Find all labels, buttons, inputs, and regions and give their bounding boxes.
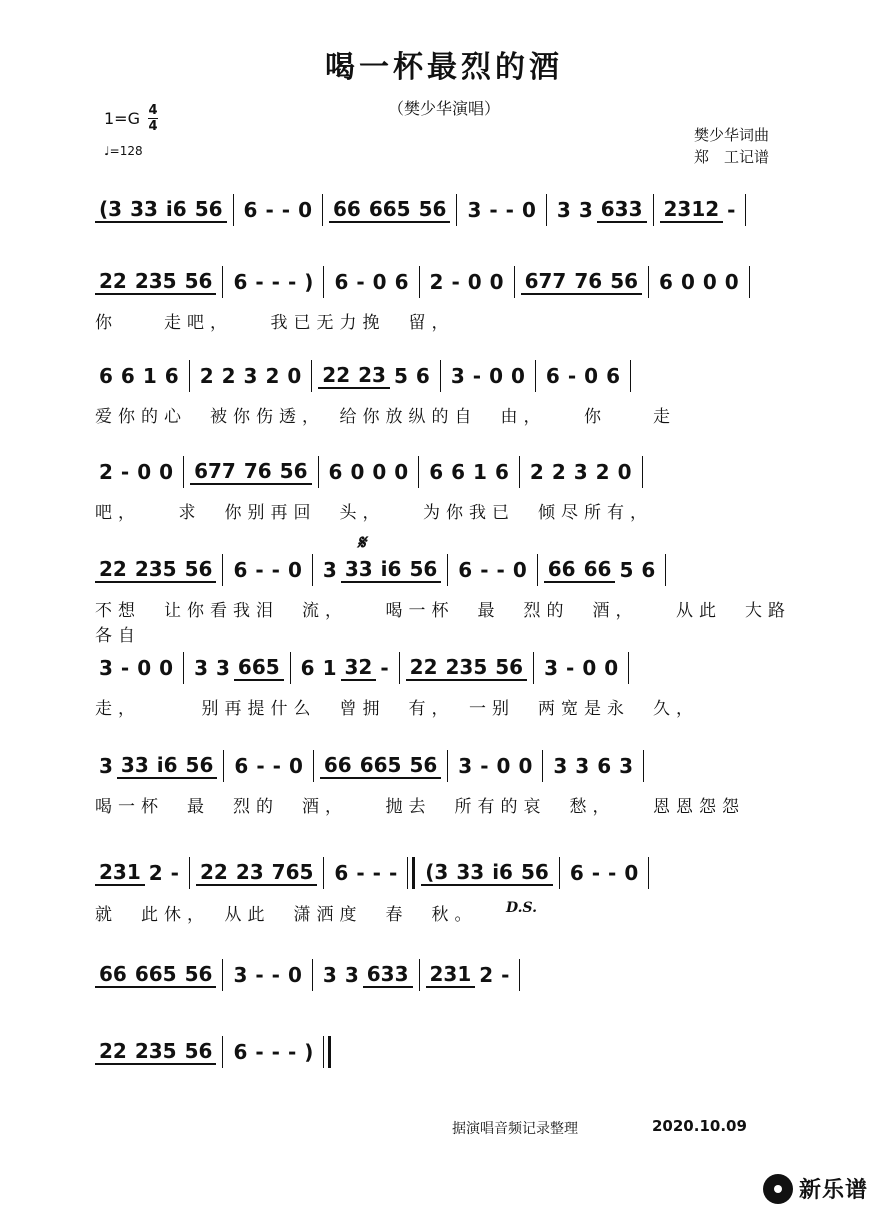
barline xyxy=(189,857,190,889)
note-group: 3 xyxy=(243,364,258,388)
note-group: 0 xyxy=(604,656,619,680)
note-group: 3 xyxy=(556,198,571,222)
note-group: - xyxy=(255,963,264,987)
note-group: 6 xyxy=(234,754,249,778)
note-group: - xyxy=(380,656,389,680)
note-group: 0 xyxy=(518,754,533,778)
note-group: 3 xyxy=(450,364,465,388)
note-group: 5 xyxy=(619,558,634,582)
lyric-line: 吧， 求 你别再回 头， 为你我已 倾尽所有， xyxy=(95,503,653,523)
barline xyxy=(546,194,547,226)
note-group: 6 xyxy=(569,861,584,885)
transcription-note: 据演唱音频记录整理 xyxy=(452,1121,578,1137)
note-group: 6 xyxy=(545,364,560,388)
note-group: - xyxy=(496,558,505,582)
barline xyxy=(183,652,184,684)
lyric-line: 爱你的心 被你伤透， 给你放纵的自 由， 你 走 xyxy=(95,407,676,427)
note-group: 56 xyxy=(517,860,553,886)
barline xyxy=(222,959,223,991)
note-group: 56 xyxy=(181,557,217,583)
note-group: (3 xyxy=(421,860,452,886)
note-group: 66 xyxy=(329,197,365,223)
note-group: 235 xyxy=(442,655,492,681)
note-group: 22 xyxy=(406,655,442,681)
note-group: - xyxy=(501,963,510,987)
note-group: 3 xyxy=(194,656,208,680)
record-icon xyxy=(763,1174,793,1204)
note-group: 0 xyxy=(467,270,482,294)
note-group: 2 xyxy=(529,460,544,484)
note-group: 6 xyxy=(233,1040,248,1064)
note-group: - xyxy=(727,198,736,222)
note-group: 2 xyxy=(479,963,494,987)
note-group: - xyxy=(480,558,489,582)
note-group: i6 xyxy=(153,753,182,779)
barline xyxy=(323,857,324,889)
note-group: 6 xyxy=(233,558,248,582)
note-group: i6 xyxy=(488,860,517,886)
note-group: - xyxy=(120,460,130,484)
note-group: - xyxy=(608,861,617,885)
note-group: 0 xyxy=(394,460,409,484)
note-group: - xyxy=(120,656,130,680)
note-group: 66 xyxy=(320,753,356,779)
note-group: 56 xyxy=(405,753,441,779)
note-group: 0 xyxy=(624,861,639,885)
note-group: 0 xyxy=(137,460,152,484)
note-group: - xyxy=(271,1040,280,1064)
tempo-mark: ♩=128 xyxy=(104,144,143,158)
note-group: 56 xyxy=(181,1039,217,1065)
note-group: - xyxy=(472,364,482,388)
note-group: 0 xyxy=(287,963,302,987)
note-group: ) xyxy=(304,270,314,294)
note-group: 1 xyxy=(142,364,157,388)
barline xyxy=(642,456,643,488)
barline xyxy=(312,959,313,991)
note-group: 6 xyxy=(394,270,409,294)
barline xyxy=(419,959,420,991)
note-group: - xyxy=(591,861,601,885)
note-group: (3 xyxy=(95,197,126,223)
note-group: 56 xyxy=(181,962,217,988)
note-group: 6 xyxy=(641,558,656,582)
barline xyxy=(533,652,534,684)
note-group: 0 xyxy=(372,270,387,294)
lyric-line: 就 此休， 从此 潇洒度 春 秋。 xyxy=(95,905,478,925)
note-group: 3 xyxy=(458,754,473,778)
barline xyxy=(749,266,750,298)
note-group: 6 xyxy=(99,364,113,388)
note-group: 23 xyxy=(232,860,268,886)
ds-mark: D.S. xyxy=(506,900,538,916)
note-group: 56 xyxy=(491,655,527,681)
note-group: 76 xyxy=(570,269,606,295)
note-group: 0 xyxy=(521,198,536,222)
score-row xyxy=(95,959,801,991)
barline xyxy=(648,857,649,889)
note-group: 3 xyxy=(619,754,634,778)
note-group: 3 xyxy=(467,198,482,222)
note-group: 6 xyxy=(429,460,444,484)
barline xyxy=(447,750,448,782)
barline xyxy=(311,360,312,392)
note-group: 22 xyxy=(95,269,131,295)
note-group: 5 xyxy=(393,364,408,388)
note-group: 665 xyxy=(365,197,415,223)
note-group: 2 xyxy=(265,364,280,388)
note-group: 3 xyxy=(233,963,248,987)
score-row xyxy=(95,652,801,684)
note-group: 0 xyxy=(137,656,152,680)
barline xyxy=(290,652,291,684)
note-group: 56 xyxy=(191,197,227,223)
note-group: 3 xyxy=(575,754,590,778)
note-group: 0 xyxy=(159,656,174,680)
note-group: 6 xyxy=(458,558,473,582)
barline xyxy=(183,456,184,488)
note-group: - xyxy=(566,656,575,680)
note-group: i6 xyxy=(377,557,406,583)
note-group: 2 xyxy=(199,364,214,388)
note-group: 6 xyxy=(415,364,430,388)
note-group: 0 xyxy=(496,754,511,778)
note-group: 22 xyxy=(95,1039,131,1065)
note-group: - xyxy=(489,198,498,222)
score-row xyxy=(95,456,801,488)
barline xyxy=(665,554,666,586)
note-group: - xyxy=(287,1040,297,1064)
score-row xyxy=(95,360,801,392)
logo-text: 新乐谱 xyxy=(799,1178,869,1203)
lyricist: 樊少华词曲 xyxy=(694,126,770,144)
note-group: 2 xyxy=(595,460,610,484)
note-group: 6 xyxy=(606,364,620,388)
credits xyxy=(694,124,769,168)
note-group: - xyxy=(451,270,460,294)
note-group: 677 xyxy=(190,459,240,485)
note-group: 33 xyxy=(341,557,377,583)
score-row xyxy=(95,266,801,298)
barline xyxy=(313,750,314,782)
note-group: - xyxy=(256,754,265,778)
note-group: 0 xyxy=(489,270,504,294)
note-group: 3 xyxy=(544,656,559,680)
barline xyxy=(514,266,515,298)
note-group: 665 xyxy=(356,753,406,779)
note-group: 6 xyxy=(451,460,466,484)
performer-subtitle: （樊少华演唱） xyxy=(387,99,500,118)
transcription-date: 2020.10.09 xyxy=(652,1117,747,1135)
note-group: 765 xyxy=(268,860,318,886)
barline xyxy=(628,652,629,684)
note-group: 0 xyxy=(617,460,632,484)
barline xyxy=(559,857,560,889)
note-group: 3 xyxy=(99,656,113,680)
note-group: 633 xyxy=(363,962,413,988)
key-signature xyxy=(104,104,158,133)
note-group: 2 xyxy=(99,460,113,484)
note-group: - xyxy=(271,270,280,294)
note-group: 3 xyxy=(553,754,568,778)
note-group: - xyxy=(372,861,381,885)
note-group: 2 xyxy=(551,460,566,484)
score-row xyxy=(95,857,801,889)
note-group: 235 xyxy=(131,1039,181,1065)
note-group: 0 xyxy=(287,364,302,388)
note-group: 0 xyxy=(584,364,599,388)
note-group: 56 xyxy=(182,753,218,779)
note-group: 0 xyxy=(489,364,503,388)
note-group: - xyxy=(505,198,514,222)
barline xyxy=(222,1036,223,1068)
note-group: 1 xyxy=(322,656,337,680)
note-group: - xyxy=(480,754,489,778)
note-group: i6 xyxy=(162,197,191,223)
note-group: - xyxy=(287,270,297,294)
note-group: 2312 xyxy=(660,197,724,223)
note-group: 0 xyxy=(702,270,717,294)
note-group: 0 xyxy=(510,364,525,388)
note-group: 3 xyxy=(322,963,337,987)
note-group: 665 xyxy=(131,962,181,988)
lyric-line: 你 走吧， 我已无力挽 留， xyxy=(95,313,455,333)
barline xyxy=(318,456,319,488)
transcriber: 郑 工记谱 xyxy=(694,148,770,166)
barline xyxy=(653,194,654,226)
score-row xyxy=(95,1036,801,1068)
note-group: 0 xyxy=(287,558,302,582)
barline xyxy=(440,360,441,392)
score-row xyxy=(95,750,801,782)
time-signature: 4 4 xyxy=(148,103,158,134)
note-group: - xyxy=(388,861,398,885)
note-group: 22 xyxy=(196,860,232,886)
note-group: 76 xyxy=(240,459,276,485)
note-group: 0 xyxy=(298,198,312,222)
barline xyxy=(312,554,313,586)
note-group: 665 xyxy=(234,655,284,681)
barline xyxy=(537,554,538,586)
barline xyxy=(189,360,190,392)
note-group: - xyxy=(567,364,577,388)
note-group: 0 xyxy=(159,460,174,484)
barline xyxy=(399,652,400,684)
note-group: 677 xyxy=(521,269,571,295)
barline xyxy=(233,194,234,226)
note-group: 22 xyxy=(318,363,354,389)
score-row xyxy=(95,194,801,226)
note-group: - xyxy=(356,861,365,885)
note-group: 6 xyxy=(164,364,179,388)
note-group: 235 xyxy=(131,269,181,295)
barline xyxy=(648,266,649,298)
note-group: 6 xyxy=(597,754,612,778)
note-group: - xyxy=(281,198,291,222)
site-logo xyxy=(763,1173,868,1204)
note-group: 3 xyxy=(216,656,230,680)
key-label: 1=G xyxy=(104,109,140,128)
barline xyxy=(447,554,448,586)
note-group: - xyxy=(265,198,274,222)
note-group: 0 xyxy=(350,460,365,484)
note-group: 56 xyxy=(405,557,441,583)
segno-sign: 𝄋 xyxy=(357,530,366,554)
note-group: 0 xyxy=(512,558,527,582)
note-group: 56 xyxy=(606,269,642,295)
note-group: 6 xyxy=(120,364,135,388)
barline xyxy=(222,554,223,586)
note-group: 56 xyxy=(276,459,312,485)
note-group: 6 xyxy=(494,460,509,484)
note-group: 3 xyxy=(322,558,337,582)
note-group: 6 xyxy=(334,270,349,294)
barline xyxy=(630,360,631,392)
barline xyxy=(519,959,520,991)
note-group: 3 xyxy=(578,198,593,222)
note-group: 6 xyxy=(243,198,258,222)
note-group: 56 xyxy=(181,269,217,295)
note-group: 231 xyxy=(95,860,145,886)
note-group: 56 xyxy=(415,197,451,223)
note-group: 235 xyxy=(131,557,181,583)
barline xyxy=(323,266,324,298)
barline xyxy=(535,360,536,392)
note-group: - xyxy=(170,861,179,885)
note-group: 2 xyxy=(429,270,444,294)
note-group: 23 xyxy=(354,363,390,389)
note-group: 6 xyxy=(659,270,673,294)
note-group: 0 xyxy=(288,754,303,778)
note-group: - xyxy=(255,558,264,582)
note-group: 66 xyxy=(580,557,616,583)
barline xyxy=(643,750,644,782)
note-group: 0 xyxy=(372,460,387,484)
note-group: 2 xyxy=(221,364,236,388)
final-barline xyxy=(407,857,415,889)
note-group: 32 xyxy=(341,655,377,681)
barline xyxy=(322,194,323,226)
note-group: 0 xyxy=(582,656,597,680)
note-group: 3 xyxy=(99,754,113,778)
note-group: 66 xyxy=(95,962,131,988)
note-group: 0 xyxy=(724,270,739,294)
note-group: 22 xyxy=(95,557,131,583)
note-group: ) xyxy=(304,1040,314,1064)
note-group: - xyxy=(255,1040,264,1064)
score-row xyxy=(95,554,801,586)
note-group: 633 xyxy=(597,197,647,223)
barline xyxy=(419,266,420,298)
note-group: - xyxy=(271,963,280,987)
lyric-line: 喝一杯 最 烈的 酒， 抛去 所有的哀 愁， 恩恩怨怨 xyxy=(95,797,745,817)
note-group: 231 xyxy=(426,962,476,988)
barline xyxy=(222,266,223,298)
note-group: 1 xyxy=(473,460,487,484)
note-group: 66 xyxy=(544,557,580,583)
song-title: 喝一杯最烈的酒 xyxy=(325,50,563,85)
note-group: 6 xyxy=(300,656,315,680)
note-group: 6 xyxy=(328,460,343,484)
note-group: - xyxy=(272,754,281,778)
note-group: 6 xyxy=(233,270,248,294)
final-barline xyxy=(323,1036,331,1068)
note-group: 6 xyxy=(334,861,349,885)
barline xyxy=(223,750,224,782)
barline xyxy=(519,456,520,488)
note-group: - xyxy=(271,558,280,582)
barline xyxy=(418,456,419,488)
note-group: 3 xyxy=(573,460,588,484)
note-group: 33 xyxy=(126,197,162,223)
note-group: 3 xyxy=(344,963,359,987)
barline xyxy=(456,194,457,226)
note-group: 0 xyxy=(680,270,695,294)
barline xyxy=(745,194,746,226)
barline xyxy=(542,750,543,782)
lyric-line: 走， 别再提什么 曾拥 有， 一别 两宽是永 久， xyxy=(95,699,699,719)
note-group: 2 xyxy=(148,861,163,885)
note-group: 33 xyxy=(452,860,488,886)
note-group: 33 xyxy=(117,753,153,779)
note-group: - xyxy=(255,270,264,294)
note-group: - xyxy=(356,270,365,294)
lyric-line: 不想 让你看我泪 流， 喝一杯 最 烈的 酒， 从此 大路各自 xyxy=(95,601,791,646)
